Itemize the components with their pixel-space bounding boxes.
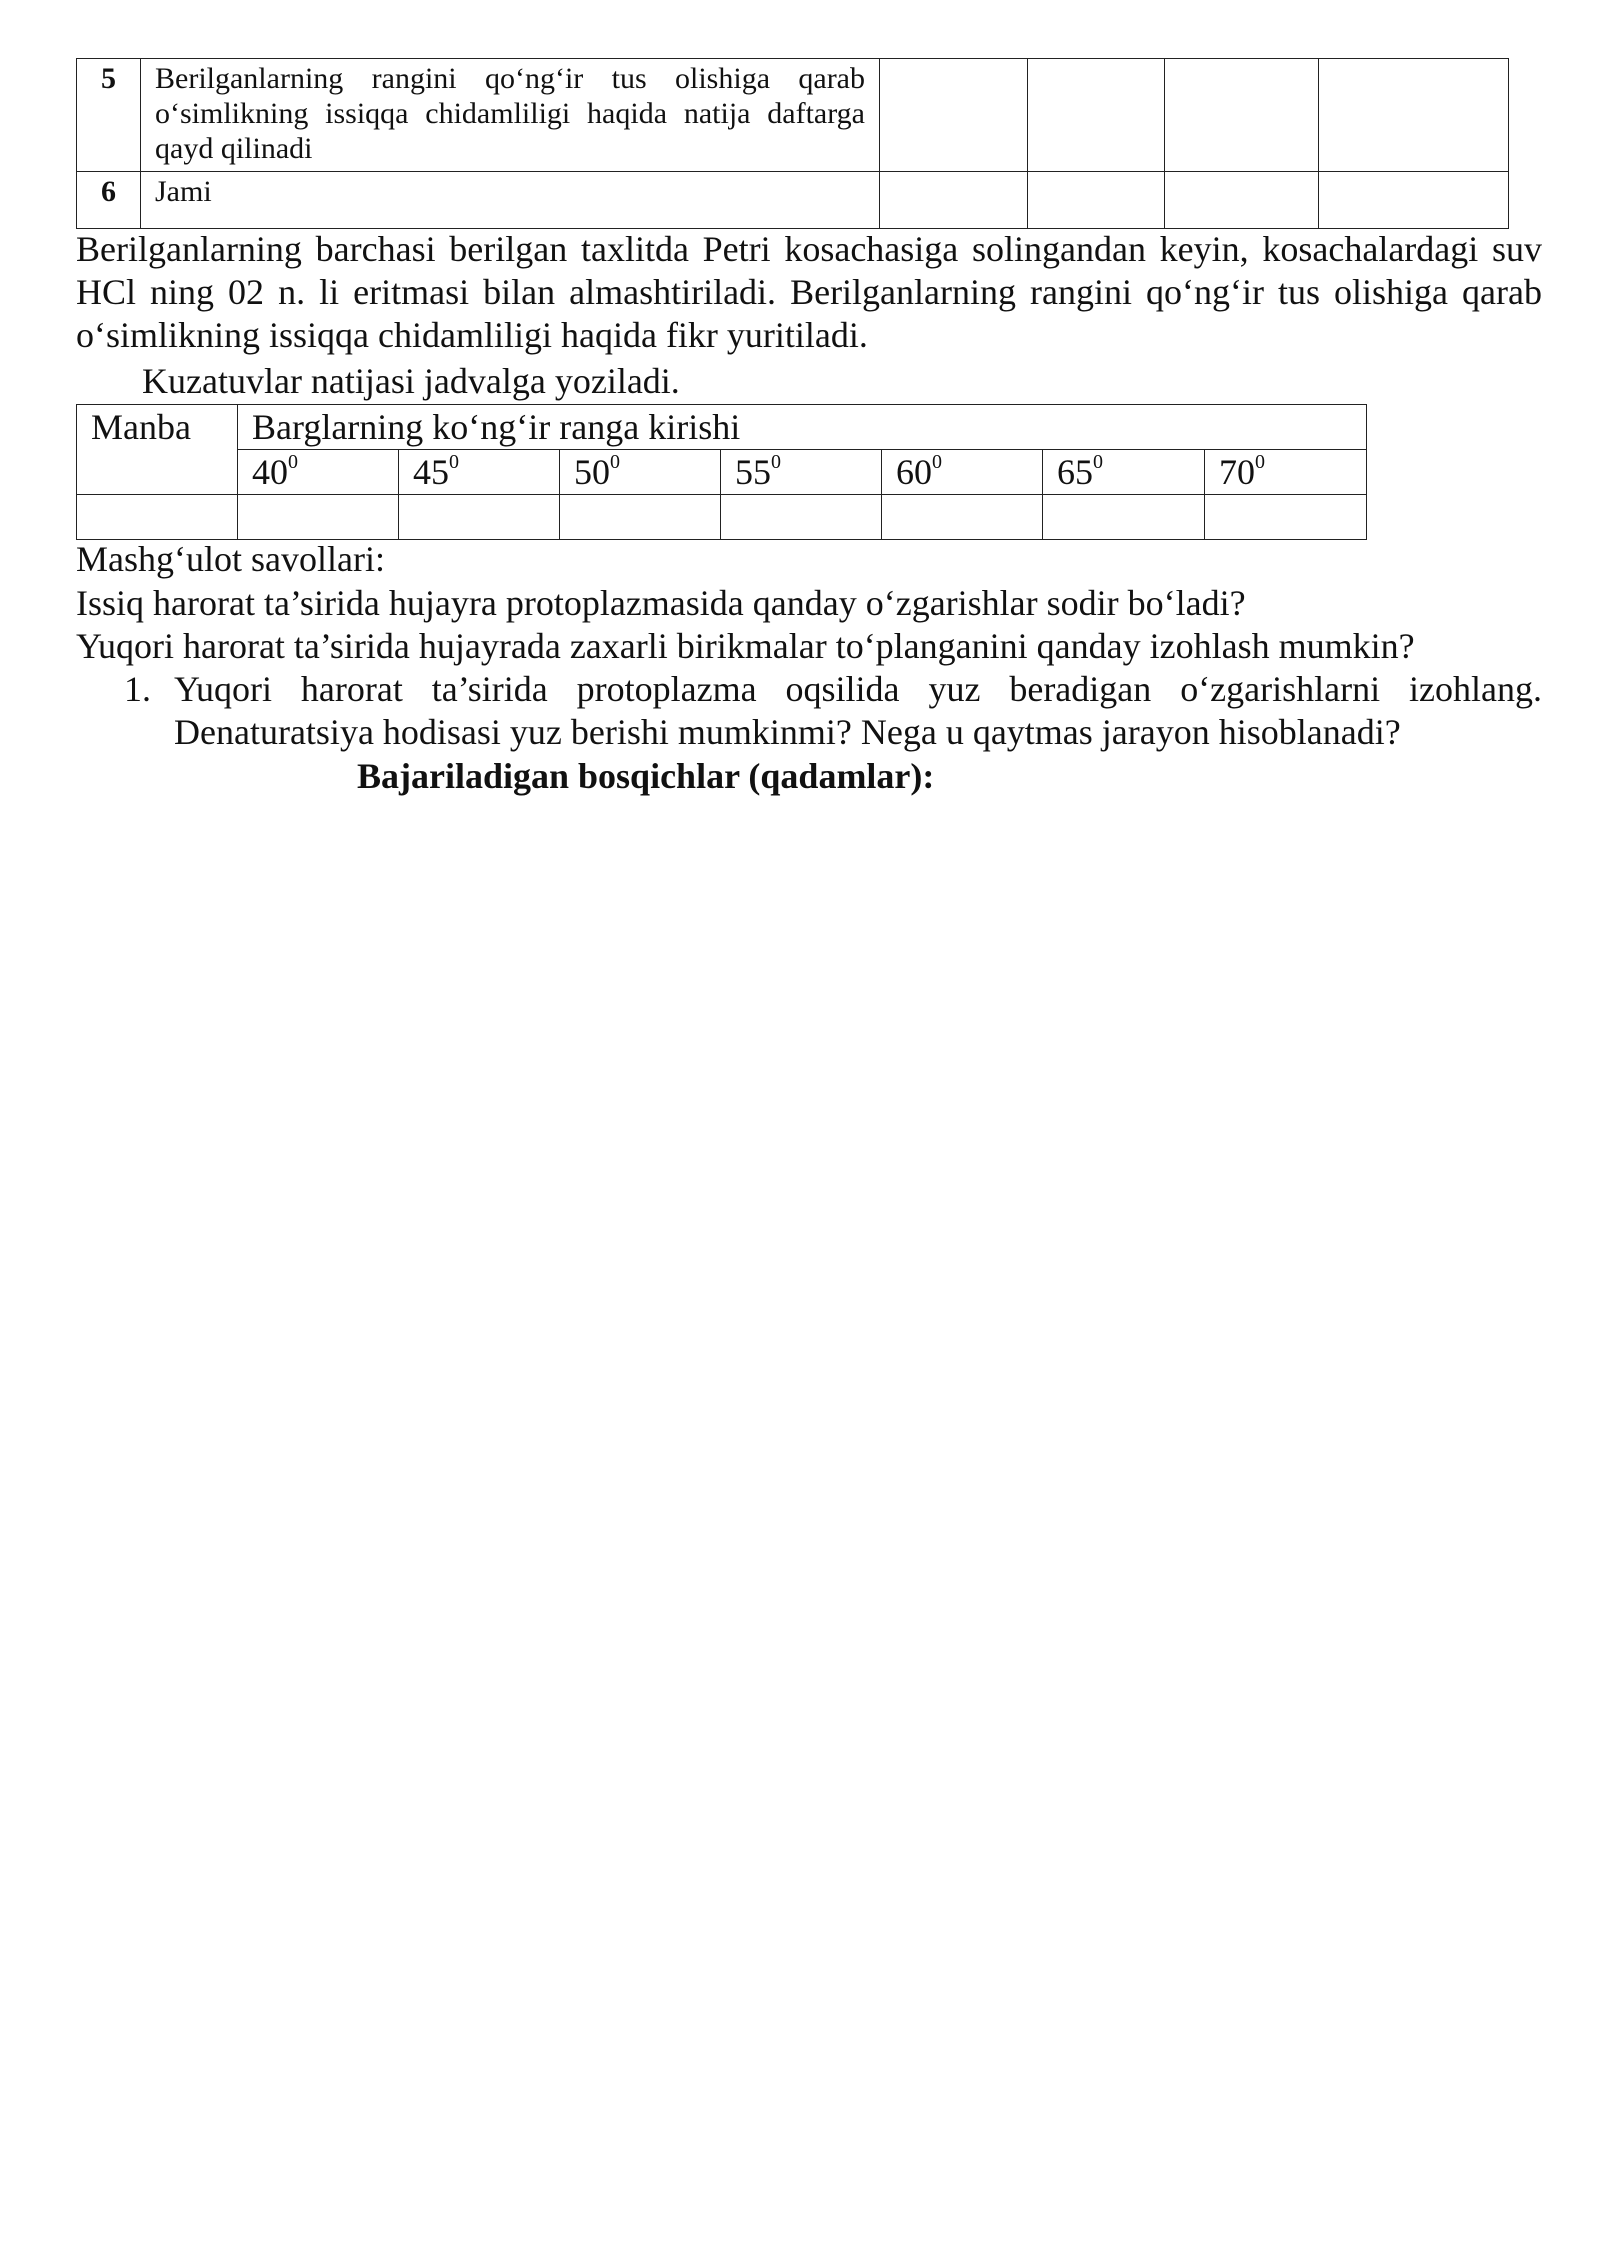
temperature-cell: $60^0$ xyxy=(882,450,1043,495)
question-item: Issiq harorat ta’sirida hujayra protoplazmasida qanday o‘zgarishlar sodir bo‘ladi? xyxy=(76,583,1246,623)
temperature-row xyxy=(77,450,1367,495)
browning-header: Barglarning ko‘ng‘ir ranga kirishi xyxy=(238,405,1367,450)
row-description: Berilganlarning rangini qo‘ng‘ir tus olishiga qarab o‘simlikning issiqqa chidamliligi haqida natija daftarga qayd qilinadi xyxy=(141,59,880,172)
temperature-cell: $70^0$ xyxy=(1205,450,1367,495)
question-item: Yuqori harorat ta’sirida hujayrada zaxarli birikmalar to‘planganini qanday izohlash mumkin? xyxy=(76,626,1415,666)
list-number: 1. xyxy=(124,669,151,709)
empty-cell xyxy=(721,495,882,540)
question-text: Yuqori harorat ta’sirida protoplazma oqsilida yuz beradigan o‘zgarishlarni izohlang. Denaturatsiya hodisasi yuz berishi mumkinmi? Nega u qaytmas jarayon hisoblanadi? xyxy=(174,669,1542,752)
source-header: Manba xyxy=(77,405,238,495)
temperature-cell: $65^0$ xyxy=(1043,450,1205,495)
empty-cell xyxy=(882,495,1043,540)
table-header-row xyxy=(77,405,1367,450)
empty-cell xyxy=(1165,59,1319,172)
degree-mark: 0 xyxy=(610,451,620,473)
procedure-table xyxy=(76,58,1509,229)
empty-cell xyxy=(1165,172,1319,229)
temperature-cell: $40^0$ xyxy=(238,450,399,495)
empty-cell xyxy=(77,495,238,540)
numbered-question xyxy=(124,668,1542,754)
temperature-cell: $50^0$ xyxy=(560,450,721,495)
table-row xyxy=(77,59,1509,172)
degree-mark: 0 xyxy=(1093,451,1103,473)
results-note: Kuzatuvlar natijasi jadvalga yoziladi. xyxy=(142,361,680,401)
degree-mark: 0 xyxy=(771,451,781,473)
observation-table xyxy=(76,404,1367,540)
degree-mark: 0 xyxy=(1255,451,1265,473)
table-row xyxy=(77,495,1367,540)
temperature-cell: $45^0$ xyxy=(399,450,560,495)
row-number: 5 xyxy=(77,59,141,172)
empty-cell xyxy=(399,495,560,540)
row-number: 6 xyxy=(77,172,141,229)
temperature-cell: $55^0$ xyxy=(721,450,882,495)
degree-mark: 0 xyxy=(288,451,298,473)
degree-mark: 0 xyxy=(449,451,459,473)
empty-cell xyxy=(880,172,1028,229)
empty-cell xyxy=(1205,495,1367,540)
empty-cell xyxy=(880,59,1028,172)
degree-mark: 0 xyxy=(932,451,942,473)
empty-cell xyxy=(238,495,399,540)
empty-cell xyxy=(1028,172,1165,229)
steps-heading: Bajariladigan bosqichlar (qadamlar): xyxy=(357,756,935,796)
empty-cell xyxy=(1043,495,1205,540)
empty-cell xyxy=(560,495,721,540)
row-description: Jami xyxy=(141,172,880,229)
table-row xyxy=(77,172,1509,229)
procedure-paragraph: Berilganlarning barchasi berilgan taxlitda Petri kosachasiga solingandan keyin, kosachalardagi suv HCl ning 02 n. li eritmasi bilan almashtiriladi. Berilganlarning rangini qo‘ng‘ir tus olishiga qarab o‘simlikning issiqqa chidamliligi haqida fikr yuritiladi. xyxy=(76,229,1542,355)
questions-title: Mashg‘ulot savollari: xyxy=(76,539,385,579)
empty-cell xyxy=(1319,59,1509,172)
empty-cell xyxy=(1319,172,1509,229)
empty-cell xyxy=(1028,59,1165,172)
